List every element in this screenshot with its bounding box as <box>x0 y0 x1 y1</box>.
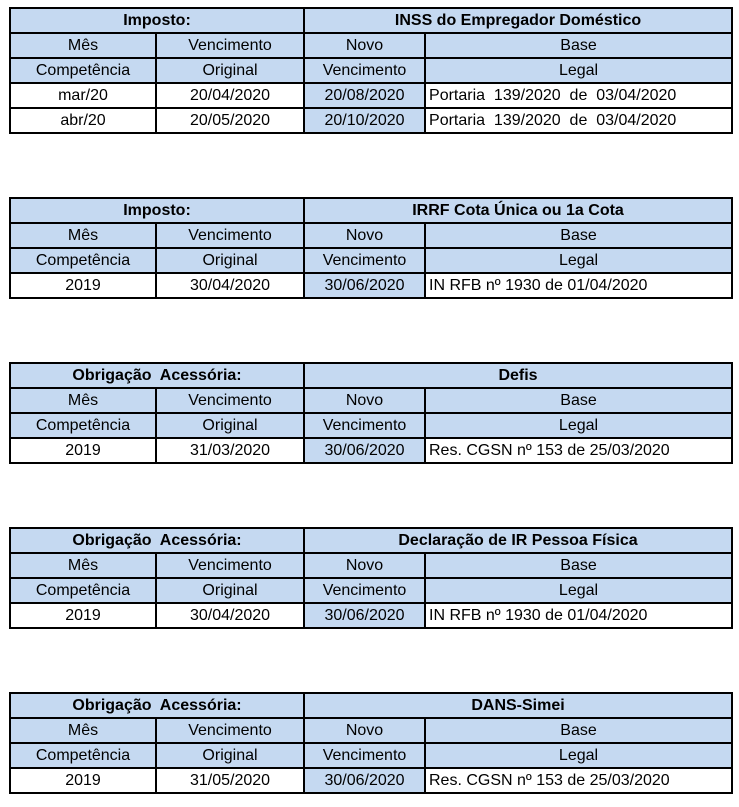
cell-mes: mar/20 <box>10 83 156 108</box>
cell-original: 20/05/2020 <box>156 108 304 133</box>
cell-original: 30/04/2020 <box>156 273 304 298</box>
table-left-title: Obrigação Acessória: <box>10 693 304 718</box>
cell-mes: 2019 <box>10 768 156 793</box>
table-row <box>10 108 732 133</box>
header-competencia: Competência <box>10 248 156 273</box>
cell-legal: Portaria 139/2020 de 03/04/2020 <box>425 83 732 108</box>
header-original: Original <box>156 248 304 273</box>
cell-mes: 2019 <box>10 438 156 463</box>
table-row <box>10 603 732 628</box>
header-original: Original <box>156 413 304 438</box>
header-competencia: Competência <box>10 58 156 83</box>
cell-novo: 30/06/2020 <box>304 438 425 463</box>
table-left-title: Imposto: <box>10 8 304 33</box>
header-novo-vencimento: Vencimento <box>304 413 425 438</box>
cell-novo: 20/10/2020 <box>304 108 425 133</box>
header-legal: Legal <box>425 58 732 83</box>
header-mes: Mês <box>10 553 156 578</box>
cell-mes: abr/20 <box>10 108 156 133</box>
cell-original: 20/04/2020 <box>156 83 304 108</box>
header-legal: Legal <box>425 413 732 438</box>
header-original: Original <box>156 578 304 603</box>
header-novo: Novo <box>304 553 425 578</box>
cell-legal: Res. CGSN nº 153 de 25/03/2020 <box>425 768 732 793</box>
header-novo: Novo <box>304 33 425 58</box>
obligation-table-irpf <box>9 527 733 629</box>
header-vencimento: Vencimento <box>156 553 304 578</box>
cell-legal: IN RFB nº 1930 de 01/04/2020 <box>425 603 732 628</box>
tax-table-inss <box>9 7 733 134</box>
table-row <box>10 83 732 108</box>
table-left-title: Imposto: <box>10 198 304 223</box>
header-vencimento: Vencimento <box>156 718 304 743</box>
table-right-title: IRRF Cota Única ou 1a Cota <box>304 198 732 223</box>
cell-novo: 30/06/2020 <box>304 768 425 793</box>
tax-table-irrf <box>9 197 733 299</box>
table-right-title: INSS do Empregador Doméstico <box>304 8 732 33</box>
table-row <box>10 273 732 298</box>
header-vencimento: Vencimento <box>156 33 304 58</box>
header-mes: Mês <box>10 718 156 743</box>
header-novo: Novo <box>304 223 425 248</box>
header-novo-vencimento: Vencimento <box>304 248 425 273</box>
obligation-table-dans-simei <box>9 692 733 794</box>
cell-novo: 20/08/2020 <box>304 83 425 108</box>
table-right-title: Defis <box>304 363 732 388</box>
cell-mes: 2019 <box>10 273 156 298</box>
cell-legal: Res. CGSN nº 153 de 25/03/2020 <box>425 438 732 463</box>
header-base: Base <box>425 223 732 248</box>
header-vencimento: Vencimento <box>156 223 304 248</box>
header-competencia: Competência <box>10 413 156 438</box>
table-right-title: DANS-Simei <box>304 693 732 718</box>
header-novo-vencimento: Vencimento <box>304 58 425 83</box>
header-novo: Novo <box>304 718 425 743</box>
header-novo: Novo <box>304 388 425 413</box>
table-row <box>10 438 732 463</box>
cell-legal: Portaria 139/2020 de 03/04/2020 <box>425 108 732 133</box>
header-base: Base <box>425 33 732 58</box>
header-mes: Mês <box>10 33 156 58</box>
cell-novo: 30/06/2020 <box>304 603 425 628</box>
cell-mes: 2019 <box>10 603 156 628</box>
table-left-title: Obrigação Acessória: <box>10 363 304 388</box>
cell-original: 30/04/2020 <box>156 603 304 628</box>
header-original: Original <box>156 58 304 83</box>
table-right-title: Declaração de IR Pessoa Física <box>304 528 732 553</box>
header-vencimento: Vencimento <box>156 388 304 413</box>
header-base: Base <box>425 718 732 743</box>
header-mes: Mês <box>10 388 156 413</box>
header-novo-vencimento: Vencimento <box>304 578 425 603</box>
obligation-table-defis <box>9 362 733 464</box>
table-left-title: Obrigação Acessória: <box>10 528 304 553</box>
header-legal: Legal <box>425 248 732 273</box>
header-competencia: Competência <box>10 743 156 768</box>
header-legal: Legal <box>425 578 732 603</box>
cell-original: 31/05/2020 <box>156 768 304 793</box>
cell-original: 31/03/2020 <box>156 438 304 463</box>
header-original: Original <box>156 743 304 768</box>
cell-legal: IN RFB nº 1930 de 01/04/2020 <box>425 273 732 298</box>
header-base: Base <box>425 553 732 578</box>
table-row <box>10 768 732 793</box>
header-novo-vencimento: Vencimento <box>304 743 425 768</box>
header-mes: Mês <box>10 223 156 248</box>
header-base: Base <box>425 388 732 413</box>
header-competencia: Competência <box>10 578 156 603</box>
cell-novo: 30/06/2020 <box>304 273 425 298</box>
header-legal: Legal <box>425 743 732 768</box>
